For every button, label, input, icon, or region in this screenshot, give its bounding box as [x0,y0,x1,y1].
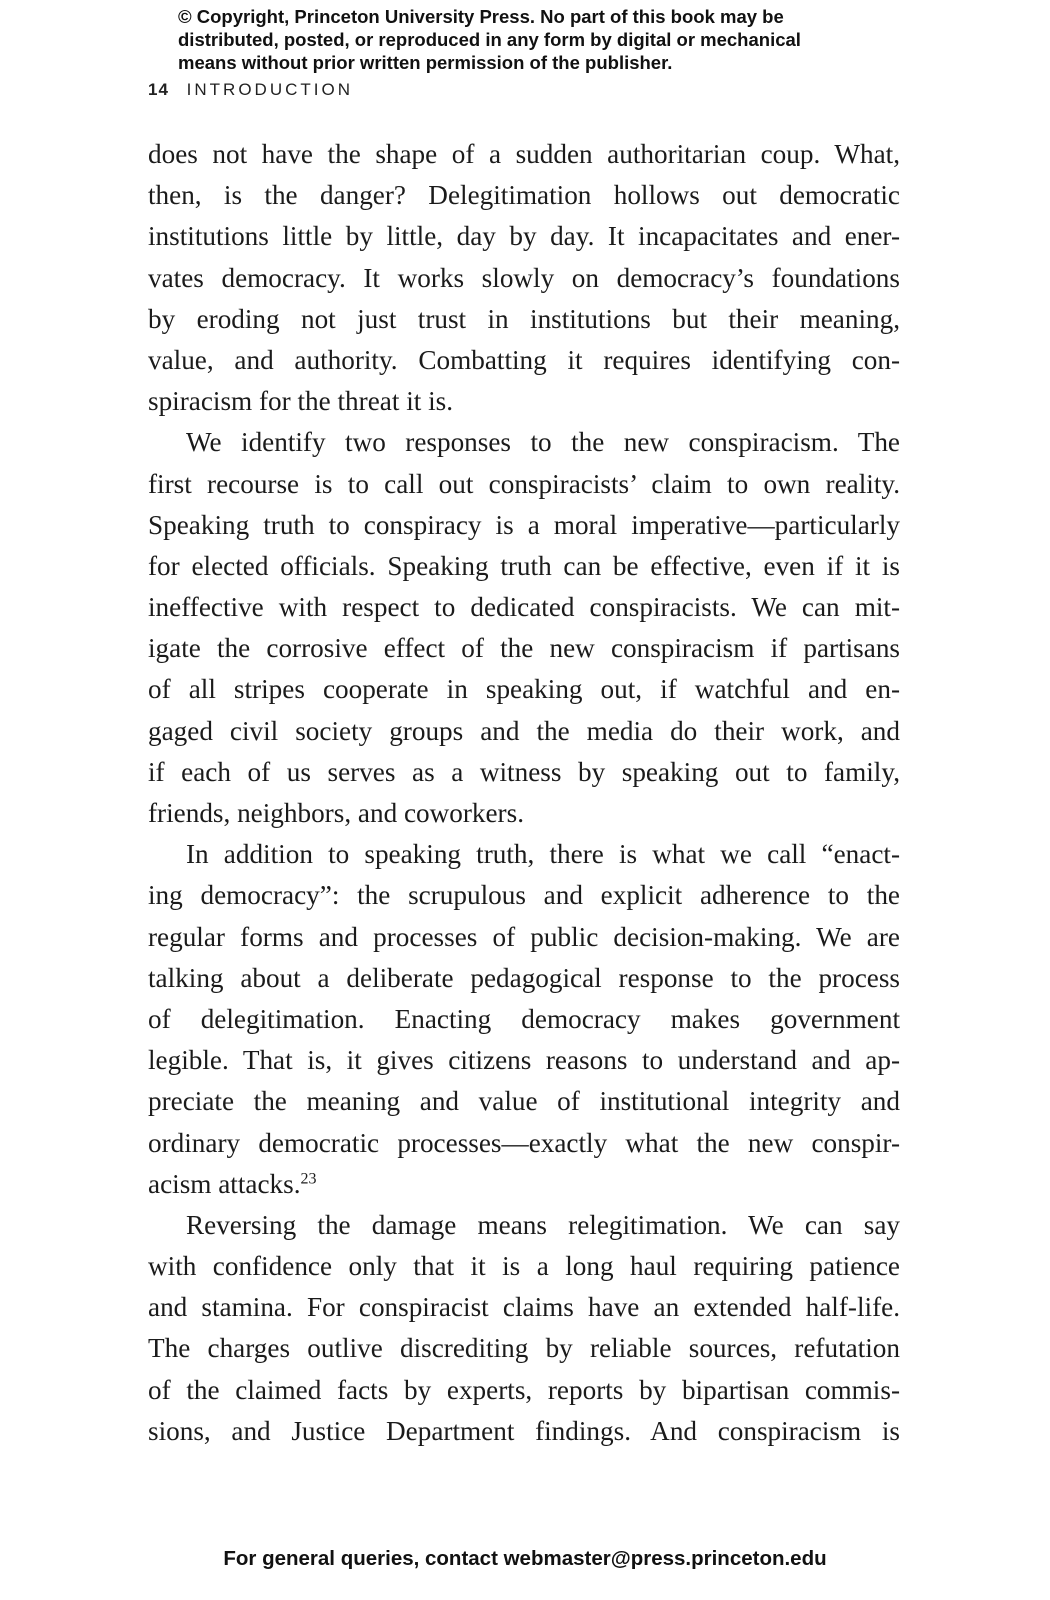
text-line: ordinary democratic processes—exactly what the new conspir- [148,1127,900,1158]
section-title: INTRODUCTION [186,80,353,99]
text-line: by eroding not just trust in institutions but their meaning, [148,303,900,334]
paragraph [148,422,900,834]
text-line: with confidence only that it is a long haul requiring patience [148,1251,900,1282]
text-line: for elected officials. Speaking truth can be effective, even if it is [148,550,900,581]
text-line: if each of us serves as a witness by speaking out to family, [148,756,900,787]
text-line: sions, and Justice Department findings. And conspiracism is [148,1415,900,1446]
text-line: of delegitimation. Enacting democracy makes government [148,1003,900,1034]
paragraph [148,1205,900,1452]
text-line: ineffective with respect to dedicated conspiracists. We can mit- [148,592,900,623]
paragraph [148,834,900,1205]
text-line: igate the corrosive effect of the new conspiracism if partisans [148,633,900,664]
text-line: value, and authority. Combatting it requires identifying con- [148,344,900,375]
body-text [148,134,900,1452]
text-line: We identify two responses to the new conspiracism. The [186,427,900,458]
text-line: gaged civil society groups and the media do their work, and [148,715,900,746]
copyright-notice [178,5,898,74]
copyright-line: means without prior written permission of the publisher. [178,52,673,73]
text-line: Speaking truth to conspiracy is a moral imperative—particularly [148,509,900,540]
footer-contact: For general queries, contact webmaster@press.princeton.edu [223,1547,827,1570]
text-line: vates democracy. It works slowly on democracy’s foundations [148,262,900,293]
text-line: and stamina. For conspiracist claims have an extended half-life. [148,1292,900,1323]
text-line: then, is the danger? Delegitimation hollows out democratic [148,180,900,211]
text-line: spiracism for the threat it is. [148,386,454,417]
text-line: legible. That is, it gives citizens reasons to understand and ap- [148,1045,900,1076]
copyright-line: © Copyright, Princeton University Press. No part of this book may be [178,6,784,27]
text-line: of the claimed facts by experts, reports by bipartisan commis- [148,1374,900,1405]
text-line: Reversing the damage means relegitimation. We can say [186,1209,900,1240]
text-line: regular forms and processes of public decision-making. We are [148,921,900,952]
text-line [148,1164,900,1205]
page-number: 14 [148,80,169,99]
text-line: The charges outlive discrediting by reliable sources, refutation [148,1333,900,1364]
text-line: preciate the meaning and value of institutional integrity and [148,1086,900,1117]
paragraph [148,134,900,422]
text-line: of all stripes cooperate in speaking out, if watchful and en- [148,674,900,705]
text-line: ing democracy”: the scrupulous and explicit adherence to the [148,880,900,911]
running-head [148,80,353,100]
text-line: does not have the shape of a sudden authoritarian coup. What, [148,139,900,169]
text-line: In addition to speaking truth, there is what we call “enact- [186,839,900,870]
text-line: first recourse is to call out conspiracists’ claim to own reality. [148,468,900,499]
copyright-line: distributed, posted, or reproduced in any form by digital or mechanical [178,29,801,50]
text-line: institutions little by little, day by day. It incapacitates and ener- [148,221,900,252]
footnote-marker[interactable]: 23 [300,1170,317,1188]
text-line: friends, neighbors, and coworkers. [148,798,524,828]
text-line: talking about a deliberate pedagogical response to the process [148,962,900,993]
text-line-content: acism attacks. [148,1168,301,1199]
